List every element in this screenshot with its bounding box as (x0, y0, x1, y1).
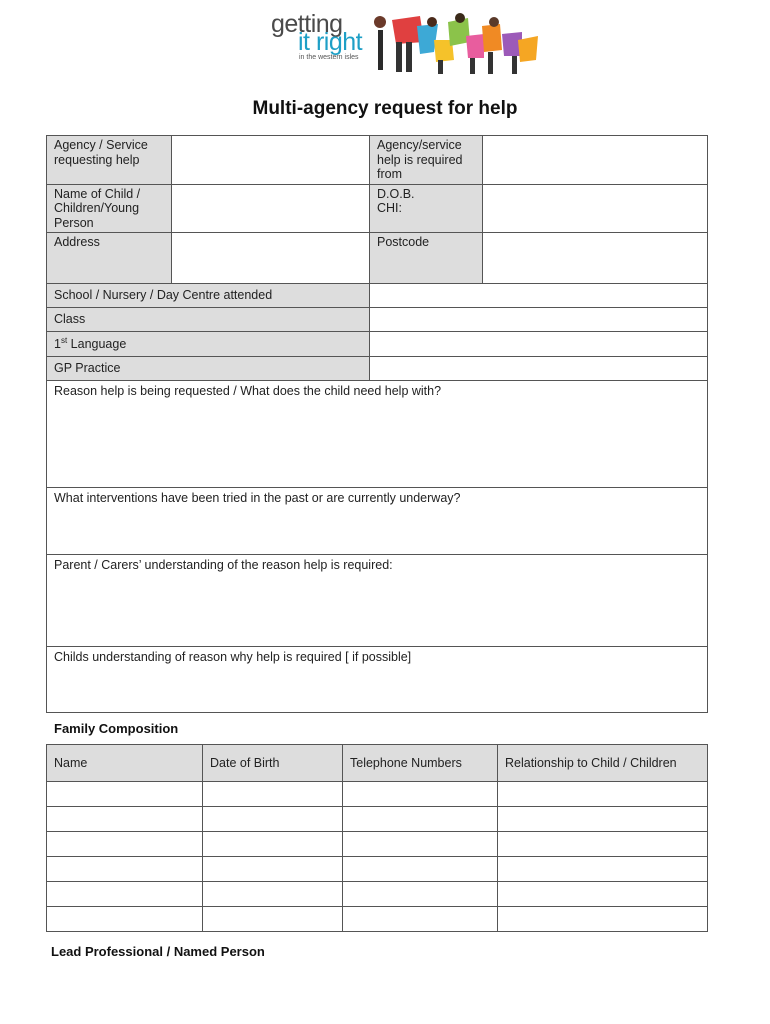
language-label-num: 1 (54, 336, 61, 351)
logo-text-getting: getting (271, 10, 343, 38)
table-cell[interactable] (343, 807, 498, 832)
agency-requesting-label: Agency / Service requesting help (47, 136, 172, 185)
table-cell[interactable] (47, 782, 203, 807)
child-understanding-label: Childs understanding of reason why help is required [ if possible] (54, 650, 412, 664)
table-cell[interactable] (203, 907, 343, 932)
school-label: School / Nursery / Day Centre attended (47, 284, 370, 308)
table-row (47, 907, 708, 932)
table-cell[interactable] (203, 807, 343, 832)
class-label: Class (47, 308, 370, 332)
chi-label: CHI: (377, 201, 402, 215)
table-cell[interactable] (498, 832, 708, 857)
language-label-sup: st (60, 335, 68, 345)
table-row (47, 882, 708, 907)
table-cell[interactable] (343, 857, 498, 882)
family-col-dob: Date of Birth (203, 745, 343, 782)
school-field[interactable] (370, 284, 708, 308)
table-cell[interactable] (498, 782, 708, 807)
agency-required-label: Agency/service help is required from (370, 136, 483, 185)
parent-understanding-label: Parent / Carers’ understanding of the reason help is required: (54, 558, 393, 572)
family-col-telephone: Telephone Numbers (343, 745, 498, 782)
table-cell[interactable] (47, 857, 203, 882)
table-cell[interactable] (343, 832, 498, 857)
interventions-label: What interventions have been tried in the past or are currently underway? (54, 491, 461, 505)
page-title: Multi-agency request for help (252, 98, 518, 119)
postcode-label: Postcode (370, 233, 483, 284)
child-understanding-field[interactable] (47, 647, 708, 713)
agency-requesting-field[interactable] (172, 136, 370, 185)
language-label (47, 332, 370, 357)
table-cell[interactable] (343, 907, 498, 932)
table-row (47, 782, 708, 807)
table-cell[interactable] (498, 882, 708, 907)
reason-field[interactable] (47, 381, 708, 488)
family-composition-heading: Family Composition (54, 721, 179, 736)
logo-text-it-right: it right (298, 28, 363, 56)
table-cell[interactable] (498, 807, 708, 832)
parent-understanding-field[interactable] (47, 555, 708, 647)
family-col-name: Name (47, 745, 203, 782)
language-field[interactable] (370, 332, 708, 357)
request-form-table (46, 135, 708, 713)
table-row (47, 807, 708, 832)
table-cell[interactable] (47, 882, 203, 907)
postcode-field[interactable] (483, 233, 708, 284)
logo-text-tagline: in the western isles (299, 54, 359, 61)
language-label-rest: Language (67, 336, 127, 351)
table-row (47, 857, 708, 882)
address-label: Address (47, 233, 172, 284)
agency-required-field[interactable] (483, 136, 708, 185)
child-name-field[interactable] (172, 184, 370, 233)
family-composition-table (46, 744, 708, 932)
table-cell[interactable] (47, 907, 203, 932)
gp-practice-field[interactable] (370, 357, 708, 381)
table-cell[interactable] (343, 782, 498, 807)
table-cell[interactable] (203, 882, 343, 907)
table-cell[interactable] (203, 857, 343, 882)
class-field[interactable] (370, 308, 708, 332)
child-name-label: Name of Child / Children/Young Person (47, 184, 172, 233)
dob-chi-field[interactable] (483, 184, 708, 233)
interventions-field[interactable] (47, 488, 708, 555)
table-row (47, 832, 708, 857)
table-cell[interactable] (498, 857, 708, 882)
table-cell[interactable] (203, 832, 343, 857)
table-cell[interactable] (47, 807, 203, 832)
gp-practice-label: GP Practice (47, 357, 370, 381)
logo (268, 10, 543, 80)
reason-label: Reason help is being requested / What does the child need help with? (54, 384, 442, 398)
table-cell[interactable] (343, 882, 498, 907)
table-cell[interactable] (47, 832, 203, 857)
family-col-relationship: Relationship to Child / Children (498, 745, 708, 782)
address-field[interactable] (172, 233, 370, 284)
lead-professional-heading: Lead Professional / Named Person (51, 944, 265, 959)
table-cell[interactable] (498, 907, 708, 932)
children-illustration-icon (372, 12, 542, 80)
dob-chi-label (370, 184, 483, 233)
dob-label: D.O.B. (377, 186, 415, 201)
table-cell[interactable] (203, 782, 343, 807)
